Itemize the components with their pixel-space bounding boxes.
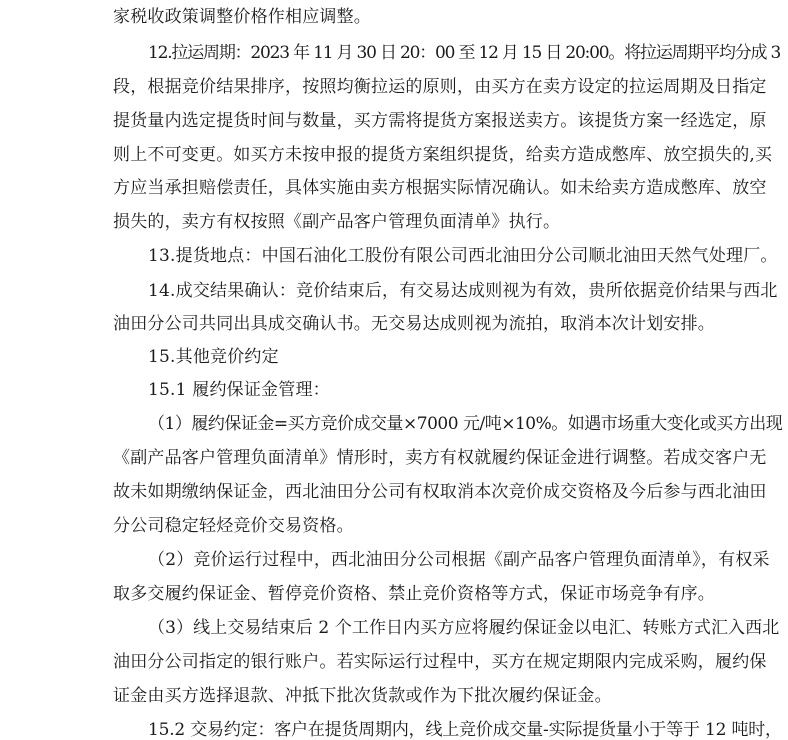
text-line: 家税收政策调整价格作相应调整。: [113, 7, 371, 27]
text-line: 段，根据竞价结果排序，按照均衡拉运的原则，由买方在卖方设定的拉运周期及日指定: [113, 77, 767, 97]
subsection-heading: 15.1 履约保证金管理：: [148, 380, 330, 400]
text-line: 12.拉运周期：2023 年 11 月 30 日 20：00 至 12 月 15 日 20:00。将拉运周期平均分成 3: [148, 43, 781, 63]
text-line: 取多交履约保证金、暂停竞价资格、禁止竞价资格等方式，保证市场竞争有序。: [113, 584, 715, 604]
text-line: 故未如期缴纳保证金，西北油田分公司有权取消本次竞价成交资格及今后参与西北油田: [113, 482, 767, 502]
text-line: 提货量内选定提货时间与数量，买方需将提货方案报送卖方。该提货方案一经选定，原: [113, 111, 767, 131]
text-line: 损失的，卖方有权按照《副产品客户管理负面清单》执行。: [113, 212, 561, 232]
text-line: 13.提货地点：中国石油化工股份有限公司西北油田分公司顺北油田天然气处理厂。: [148, 246, 778, 266]
text-line: 14.成交结果确认：竞价结束后，有交易达成则视为有效，贵所依据竞价结果与西北: [148, 281, 778, 301]
text-line: 方应当承担赔偿责任，具体实施由卖方根据实际情况确认。如未给卖方造成憋库、放空: [113, 178, 767, 198]
text-line: 15.2 交易约定：客户在提货周期内，线上竞价成交量-实际提货量小于等于 12 吨时，: [148, 720, 782, 740]
text-line: （3）线上交易结束后 2 个工作日内买方应将履约保证金以电汇、转账方式汇入西北: [148, 618, 780, 638]
text-line: 则上不可变更。如买方未按申报的提货方案组织提货，给卖方造成憋库、放空损失的,买: [113, 145, 773, 165]
text-line: 油田分公司指定的银行账户。若实际运行过程中，买方在规定期限内完成采购，履约保: [113, 652, 767, 672]
text-line: 分公司稳定轻烃竞价交易资格。: [113, 516, 354, 536]
section-heading: 15.其他竞价约定: [148, 347, 279, 367]
text-line: 《副产品客户管理负面清单》情形时，卖方有权就履约保证金进行调整。若成交客户无: [113, 448, 767, 468]
text-line: （2）竞价运行过程中，西北油田分公司根据《副产品客户管理负面清单》，有权采: [148, 550, 770, 570]
text-line: （1）履约保证金=买方竞价成交量×7000 元/吨×10%。如遇市场重大变化或买方出现: [148, 414, 783, 434]
text-line: 证金由买方选择退款、冲抵下批次货款或作为下批次履约保证金。: [113, 686, 612, 706]
text-line: 油田分公司共同出具成交确认书。无交易达成则视为流拍，取消本次计划安排。: [113, 314, 715, 334]
